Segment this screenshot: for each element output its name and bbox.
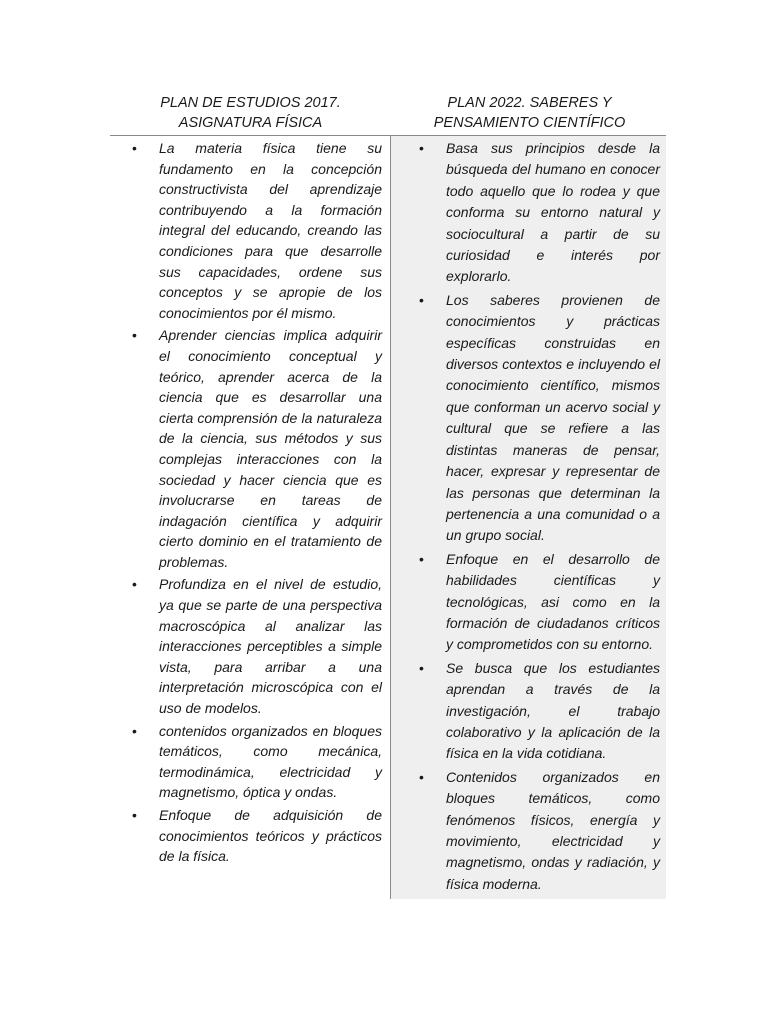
bullet-icon: • [419,659,424,676]
comparison-table [110,90,666,899]
bullet-icon: • [132,576,137,593]
list-item [124,325,382,572]
bullet-icon: • [132,140,137,156]
list-item [411,767,660,895]
list-item-text: Se busca que los estudiantes aprendan a través de la investigación, el trabajo colaborativo y la aplicación de la física en la vida cotidiana. [446,659,660,762]
header-plan-2017: PLAN DE ESTUDIOS 2017. ASIGNATURA FÍSICA [110,90,391,136]
list-item [124,805,382,867]
header-plan-2022: PLAN 2022. SABERES Y PENSAMIENTO CIENTÍFICO [391,90,666,136]
bullet-icon: • [132,327,137,344]
column-plan-2017 [110,136,391,899]
list-item-text: Enfoque en el desarrollo de habilidades científicas y tecnológicas, asi como en la formación de ciudadanos críticos y comprometidos con su entorno. [446,550,660,653]
column-plan-2022 [391,136,666,899]
list-item [411,290,660,547]
list-item-text: Los saberes provienen de conocimientos y prácticas específicas construidas en diversos contextos e incluyendo el conocimiento científico, mismos que conforman un acervo social y cultural que se refiere a las distintas maneras de pensar, hacer, expresar y representar de las personas que determinan la pertenencia a una comunidad o a un grupo social. [446,291,660,544]
list-item [411,658,660,765]
list-item [124,721,382,803]
bullet-icon: • [419,291,424,308]
list-item-text: Contenidos organizados en bloques temáticos, como fenómenos físicos, energía y movimiento, electricidad y magnetismo, ondas y radiación, y física moderna. [446,768,660,892]
list-item-text: contenidos organizados en bloques temáticos, como mecánica, termodinámica, electricidad y magnetismo, óptica y ondas. [159,722,382,801]
list-item [124,138,382,323]
bullet-icon: • [132,722,137,739]
list-item-text: Profundiza en el nivel de estudio, ya que se parte de una perspectiva macroscópica al analizar las interacciones perceptibles a simple vista, para arribar a una interpretación microscópica con el uso de modelos. [159,576,382,717]
bullet-icon: • [419,550,424,567]
list-item-text: La materia física tiene su fundamento en la concepción constructivista del aprendizaje contribuyendo a la formación integral del educando, creando las condiciones para que desarrolle sus capacidades, ordene sus conceptos y se apropie de los conocimientos por él mismo. [159,140,382,321]
list-item-text: Aprender ciencias implica adquirir el conocimiento conceptual y teórico, aprender acerca de la ciencia que es desarrollar una cierta comprensión de la naturaleza de la ciencia, sus métodos y sus complejas interacciones con la sociedad y hacer ciencia que es involucrarse en tareas de indagación científica y adquirir cierto dominio en el tratamiento de problemas. [159,327,382,570]
list-item [411,138,660,288]
list-item-text: Basa sus principios desde la búsqueda del humano en conocer todo aquello que lo rodea y que conforma su entorno natural y sociocultural a partir de su curiosidad e interés por explorarlo. [446,140,660,285]
list-item-text: Enfoque de adquisición de conocimientos teóricos y prácticos de la física. [159,807,382,865]
list-item [411,549,660,656]
bullet-icon: • [419,140,424,156]
bullet-icon: • [419,768,424,785]
list-item [124,574,382,718]
bullet-icon: • [132,807,137,823]
